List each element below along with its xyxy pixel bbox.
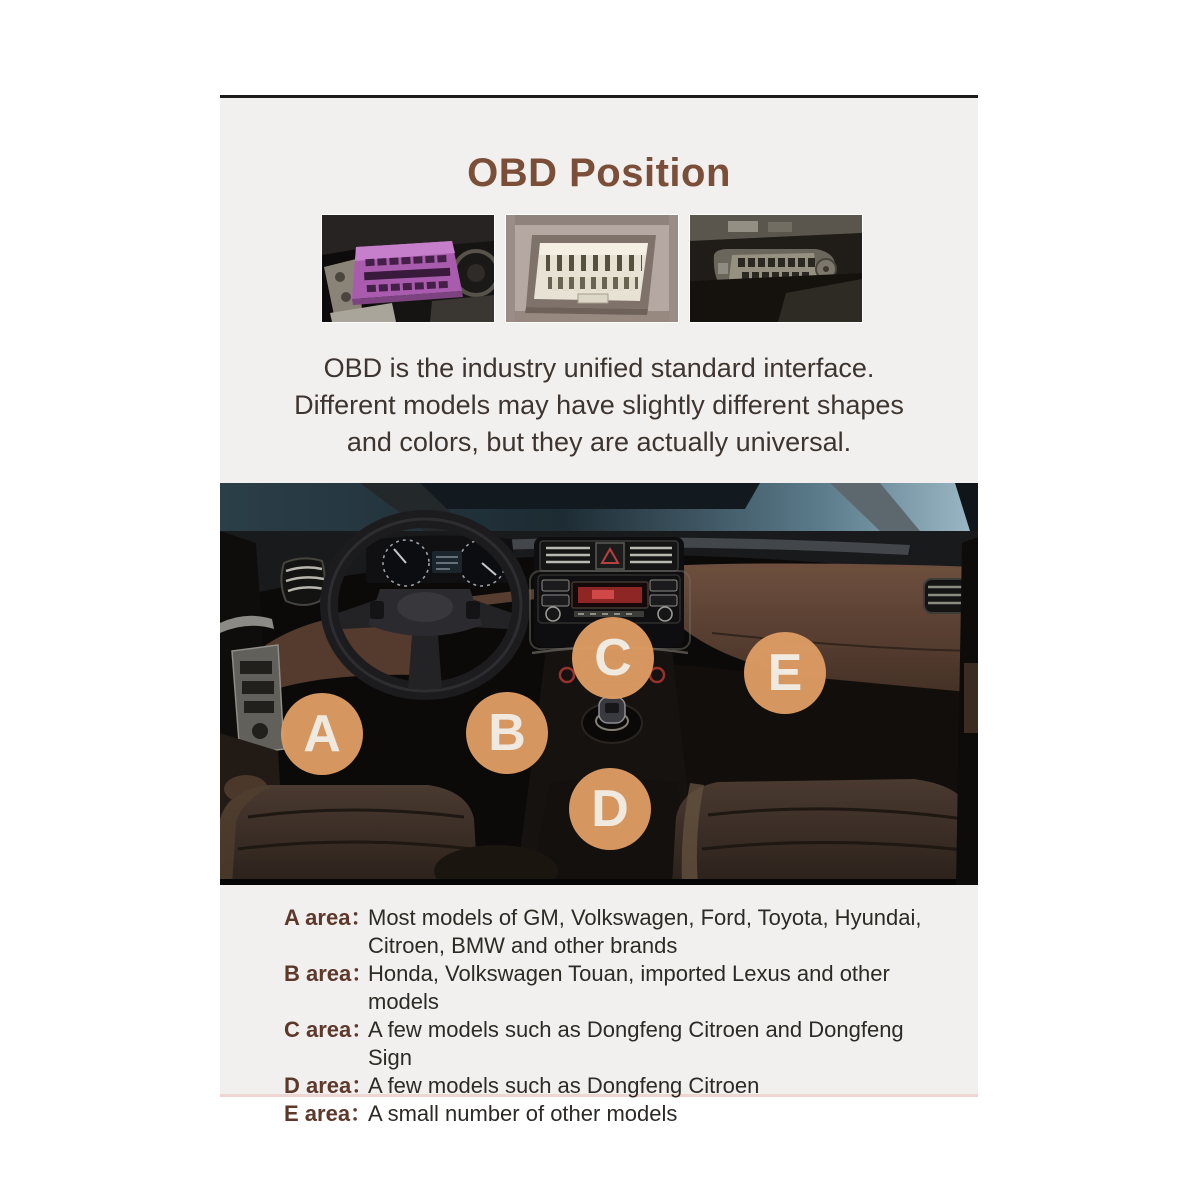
intro-line-1: OBD is the industry unified standard interface. (323, 353, 875, 383)
white-connector-illustration (506, 215, 678, 322)
legend-row-e (284, 1100, 944, 1128)
obd-connector-photo-gray (690, 215, 862, 322)
legend-label-e: E area： (284, 1101, 373, 1126)
intro-line-2: Different models may have slightly different shapes (294, 390, 904, 420)
intro-line-3: and colors, but they are actually universal. (346, 427, 852, 457)
position-marker-b (466, 692, 548, 774)
purple-connector-illustration (322, 215, 494, 322)
legend-row-b (284, 960, 944, 1016)
area-legend (284, 904, 944, 1128)
legend-label-a: A area： (284, 905, 373, 930)
position-marker-c (572, 617, 654, 699)
windshield (220, 483, 978, 531)
legend-text-e: A small number of other models (368, 1101, 678, 1126)
marker-letter-d: D (591, 780, 629, 838)
legend-label-d: D area： (284, 1073, 374, 1098)
connector-photo-strip (322, 215, 862, 322)
right-seat (672, 779, 978, 885)
info-card (220, 95, 978, 1126)
legend-row-a (284, 904, 944, 960)
gray-connector-illustration (690, 215, 862, 322)
legend-text-a: Most models of GM, Volkswagen, Ford, Toyota, Hyundai, Citroen, BMW and other brands (368, 905, 922, 958)
marker-letter-b: B (488, 704, 526, 762)
marker-letter-c: C (594, 629, 632, 687)
legend-text-b: Honda, Volkswagen Touan, imported Lexus and other models (368, 961, 890, 1014)
legend-text-c: A few models such as Dongfeng Citroen and Dongfeng Sign (368, 1017, 904, 1070)
center-air-vents (540, 541, 678, 571)
obd-connector-photo-white (506, 215, 678, 322)
legend-text-d: A few models such as Dongfeng Citroen (368, 1073, 760, 1098)
left-air-vent (281, 558, 324, 605)
legend-row-d (284, 1072, 944, 1100)
legend-label-c: C area： (284, 1017, 374, 1042)
window-switch-panel (232, 645, 284, 755)
car-interior-photo (220, 483, 978, 885)
obd-connector-photo-purple (322, 215, 494, 322)
legend-label-b: B area： (284, 961, 374, 986)
intro-text (220, 350, 978, 461)
marker-letter-e: E (767, 644, 803, 702)
legend-row-c (284, 1016, 944, 1072)
position-marker-e (744, 632, 826, 714)
page-title: OBD Position (467, 151, 731, 195)
position-marker-d (569, 768, 651, 850)
radio-head-unit (538, 575, 680, 623)
position-marker-a (281, 693, 363, 775)
marker-letter-a: A (303, 705, 341, 763)
